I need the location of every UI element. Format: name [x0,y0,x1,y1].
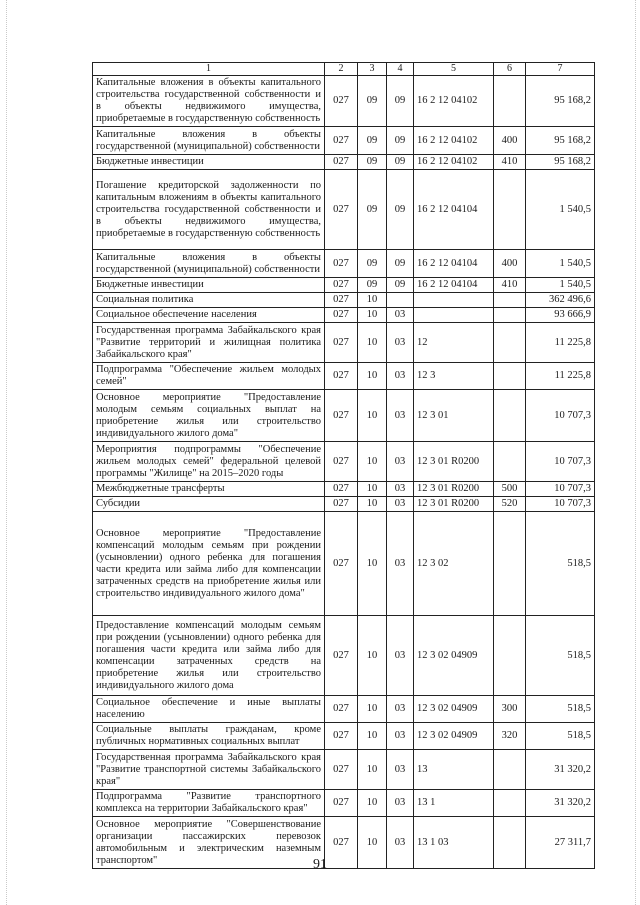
row-expense-type: 410 [494,278,526,293]
scan-edge-right [635,0,636,905]
row-ved-code: 027 [325,512,358,616]
row-amount: 1 540,5 [526,278,595,293]
row-ved-code: 027 [325,170,358,250]
row-name: Основное мероприятие "Предоставление компенсаций молодым семьям при рождении (усыновлении) одного ребенка для погашения части кредита или займа либо для компенсации затраченных средств на приобретение жилья или строительство индивидуального жилого дома" [93,512,325,616]
row-section-code: 10 [358,497,387,512]
row-name: Бюджетные инвестиции [93,155,325,170]
row-ved-code: 027 [325,76,358,127]
row-target-article: 12 3 02 [414,512,494,616]
row-expense-type: 400 [494,250,526,278]
row-target-article: 13 1 03 [414,817,494,869]
row-expense-type [494,790,526,817]
row-expense-type [494,293,526,308]
row-subsection-code: 03 [387,308,414,323]
row-target-article: 16 2 12 04104 [414,250,494,278]
row-subsection-code: 03 [387,723,414,750]
row-amount: 93 666,9 [526,308,595,323]
row-section-code: 10 [358,696,387,723]
row-subsection-code: 03 [387,363,414,390]
row-ved-code: 027 [325,250,358,278]
row-amount: 362 496,6 [526,293,595,308]
row-expense-type [494,323,526,363]
row-expense-type: 320 [494,723,526,750]
column-header-7: 7 [526,63,595,76]
row-expense-type: 400 [494,127,526,155]
row-ved-code: 027 [325,497,358,512]
table-row [93,790,595,817]
row-expense-type [494,616,526,696]
table-row [93,363,595,390]
table-row [93,616,595,696]
row-amount: 1 540,5 [526,250,595,278]
row-name: Подпрограмма "Развитие транспортного комплекса на территории Забайкальского края" [93,790,325,817]
table-row [93,323,595,363]
row-expense-type [494,442,526,482]
row-section-code: 09 [358,76,387,127]
row-ved-code: 027 [325,308,358,323]
row-subsection-code: 03 [387,442,414,482]
row-expense-type [494,750,526,790]
row-target-article: 16 2 12 04104 [414,278,494,293]
row-section-code: 10 [358,616,387,696]
row-ved-code: 027 [325,442,358,482]
row-name: Капитальные вложения в объекты государственной (муниципальной) собственности [93,127,325,155]
row-ved-code: 027 [325,323,358,363]
row-subsection-code: 09 [387,250,414,278]
row-subsection-code: 03 [387,390,414,442]
table-row [93,497,595,512]
row-section-code: 10 [358,482,387,497]
row-amount: 518,5 [526,723,595,750]
row-target-article: 12 3 01 R0200 [414,442,494,482]
row-ved-code: 027 [325,278,358,293]
scan-edge-left [6,0,7,905]
row-name: Социальные выплаты гражданам, кроме публичных нормативных социальных выплат [93,723,325,750]
row-target-article [414,308,494,323]
row-name: Капитальные вложения в объекты капитального строительства государственной собственности и в объекты недвижимого имущества, приобретаемые в государственную собственность [93,76,325,127]
table-row [93,293,595,308]
row-amount: 31 320,2 [526,750,595,790]
row-target-article: 13 [414,750,494,790]
table-row [93,696,595,723]
table-row [93,308,595,323]
row-target-article: 13 1 [414,790,494,817]
row-subsection-code: 09 [387,127,414,155]
row-expense-type: 520 [494,497,526,512]
row-subsection-code: 03 [387,790,414,817]
row-expense-type [494,363,526,390]
row-amount: 95 168,2 [526,76,595,127]
row-target-article: 12 3 01 R0200 [414,482,494,497]
table-row [93,723,595,750]
row-expense-type [494,308,526,323]
row-amount: 11 225,8 [526,323,595,363]
row-amount: 95 168,2 [526,155,595,170]
table-row [93,76,595,127]
row-amount: 10 707,3 [526,442,595,482]
row-section-code: 10 [358,512,387,616]
row-name: Мероприятия подпрограммы "Обеспечение жильем молодых семей" федеральной целевой программы "Жилище" на 2015–2020 годы [93,442,325,482]
row-name: Субсидии [93,497,325,512]
row-subsection-code: 03 [387,616,414,696]
row-amount: 518,5 [526,512,595,616]
row-subsection-code: 03 [387,497,414,512]
table-row [93,390,595,442]
row-target-article: 16 2 12 04102 [414,76,494,127]
row-amount: 1 540,5 [526,170,595,250]
column-header-6: 6 [494,63,526,76]
row-section-code: 10 [358,750,387,790]
row-ved-code: 027 [325,616,358,696]
row-target-article: 12 3 01 [414,390,494,442]
row-ved-code: 027 [325,127,358,155]
row-section-code: 09 [358,250,387,278]
row-section-code: 10 [358,723,387,750]
row-expense-type: 500 [494,482,526,497]
row-target-article: 12 3 02 04909 [414,723,494,750]
table-row [93,155,595,170]
row-subsection-code [387,293,414,308]
row-name: Основное мероприятие "Предоставление молодым семьям социальных выплат на приобретение жилья или строительство индивидуального жилого дома" [93,390,325,442]
row-section-code: 09 [358,278,387,293]
row-section-code: 10 [358,390,387,442]
row-section-code: 10 [358,790,387,817]
row-section-code: 10 [358,323,387,363]
column-header-1: 1 [93,63,325,76]
row-expense-type: 300 [494,696,526,723]
row-section-code: 09 [358,127,387,155]
row-name: Бюджетные инвестиции [93,278,325,293]
row-target-article: 16 2 12 04102 [414,155,494,170]
row-expense-type [494,390,526,442]
row-expense-type [494,512,526,616]
row-target-article: 12 3 02 04909 [414,696,494,723]
row-target-article: 12 3 02 04909 [414,616,494,696]
table-row [93,750,595,790]
row-amount: 10 707,3 [526,390,595,442]
row-amount: 95 168,2 [526,127,595,155]
row-name: Государственная программа Забайкальского края "Развитие территорий и жилищная политика Забайкальского края" [93,323,325,363]
row-name: Межбюджетные трансферты [93,482,325,497]
table-header-row [93,63,595,76]
row-ved-code: 027 [325,363,358,390]
row-name: Государственная программа Забайкальского края "Развитие транспортной системы Забайкальского края" [93,750,325,790]
row-ved-code: 027 [325,750,358,790]
row-amount: 518,5 [526,696,595,723]
row-target-article: 16 2 12 04104 [414,170,494,250]
row-name: Основное мероприятие "Совершенствование организации пассажирских перевозок автомобильным и электрическим наземным транспортом" [93,817,325,869]
row-amount: 10 707,3 [526,497,595,512]
row-expense-type [494,76,526,127]
budget-table-container [92,62,594,869]
row-section-code: 09 [358,170,387,250]
table-row [93,170,595,250]
row-name: Погашение кредиторской задолженности по капитальным вложениям в объекты капитального строительства государственной собственности и в объекты недвижимого имущества, приобретаемые в государственную собственность [93,170,325,250]
column-header-3: 3 [358,63,387,76]
row-section-code: 10 [358,363,387,390]
budget-table [92,62,595,869]
row-ved-code: 027 [325,723,358,750]
row-subsection-code: 03 [387,482,414,497]
row-target-article: 12 [414,323,494,363]
table-row [93,482,595,497]
row-ved-code: 027 [325,390,358,442]
row-ved-code: 027 [325,696,358,723]
table-row [93,278,595,293]
row-subsection-code: 03 [387,696,414,723]
row-subsection-code: 09 [387,170,414,250]
row-section-code: 10 [358,293,387,308]
table-row [93,250,595,278]
row-ved-code: 027 [325,790,358,817]
row-target-article: 12 3 01 R0200 [414,497,494,512]
row-name: Капитальные вложения в объекты государственной (муниципальной) собственности [93,250,325,278]
row-name: Подпрограмма "Обеспечение жильем молодых семей" [93,363,325,390]
row-ved-code: 027 [325,155,358,170]
row-target-article [414,293,494,308]
row-ved-code: 027 [325,482,358,497]
row-name: Социальная политика [93,293,325,308]
column-header-4: 4 [387,63,414,76]
row-subsection-code: 03 [387,323,414,363]
table-row [93,442,595,482]
row-section-code: 09 [358,155,387,170]
row-name: Социальное обеспечение и иные выплаты населению [93,696,325,723]
row-section-code: 10 [358,308,387,323]
row-subsection-code: 09 [387,76,414,127]
row-expense-type: 410 [494,155,526,170]
table-row [93,512,595,616]
column-header-5: 5 [414,63,494,76]
page-number: 91 [313,857,327,872]
row-amount: 31 320,2 [526,790,595,817]
column-header-2: 2 [325,63,358,76]
row-amount: 518,5 [526,616,595,696]
row-section-code: 10 [358,442,387,482]
row-expense-type [494,170,526,250]
row-name: Предоставление компенсаций молодым семьям при рождении (усыновлении) одного ребенка для погашения части кредита или займа либо для компенсации затраченных средств на приобретение жилья или строительство индивидуального жилого дома [93,616,325,696]
row-subsection-code: 03 [387,817,414,869]
row-subsection-code: 03 [387,512,414,616]
row-section-code: 10 [358,817,387,869]
row-ved-code: 027 [325,293,358,308]
row-name: Социальное обеспечение населения [93,308,325,323]
row-target-article: 12 3 [414,363,494,390]
table-row [93,127,595,155]
row-amount: 11 225,8 [526,363,595,390]
row-amount: 27 311,7 [526,817,595,869]
row-ved-code: 027 [325,817,358,869]
row-amount: 10 707,3 [526,482,595,497]
row-subsection-code: 03 [387,750,414,790]
row-subsection-code: 09 [387,155,414,170]
row-target-article: 16 2 12 04102 [414,127,494,155]
row-subsection-code: 09 [387,278,414,293]
